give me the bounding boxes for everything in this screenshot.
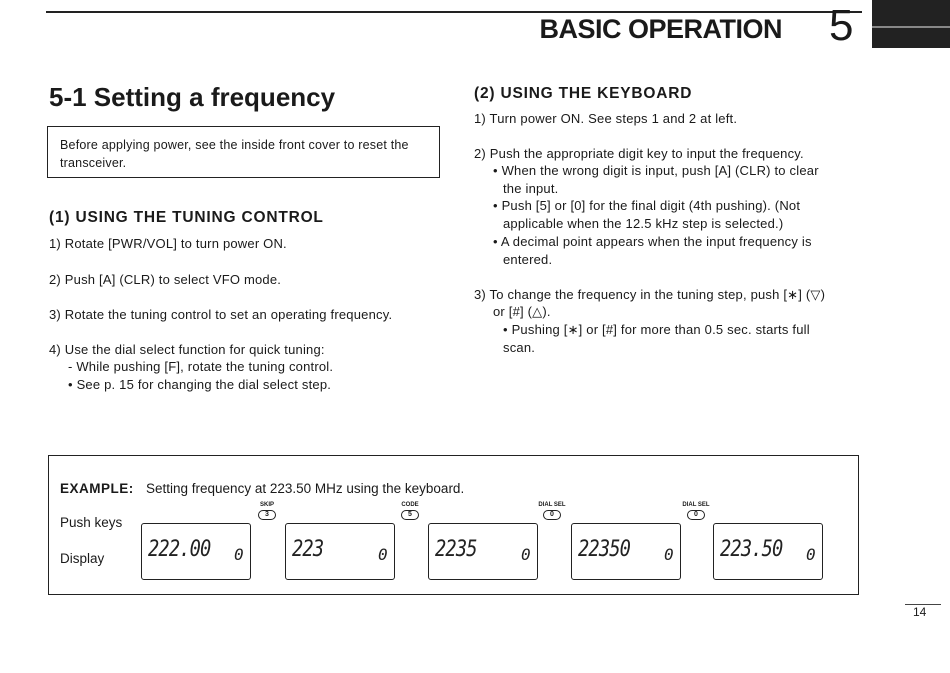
chapter-tab	[872, 0, 950, 48]
lcd-freq-4: 22350	[578, 537, 631, 562]
tuning-step-3: 3) Rotate the tuning control to set an operating frequency.	[49, 307, 393, 322]
key-3-button: 3	[258, 510, 276, 520]
keyboard-step-3-line-3: scan.	[503, 340, 536, 355]
key-0-button-2: 0	[687, 510, 705, 520]
keyboard-step-1: 1) Turn power ON. See steps 1 and 2 at left.	[474, 111, 738, 126]
lcd-freq-2: 223	[292, 537, 324, 562]
key-5-button: 5	[401, 510, 419, 520]
section-title: 5-1 Setting a frequency	[49, 82, 336, 112]
tuning-heading: (1) USING THE TUNING CONTROL	[49, 209, 324, 226]
keyboard-step-2-line-6: entered.	[503, 252, 553, 267]
tuning-step-2: 2) Push [A] (CLR) to select VFO mode.	[49, 272, 282, 287]
tuning-step-4: 4) Use the dial select function for quick tuning:	[49, 342, 325, 357]
lcd-ch-1: 0	[234, 545, 244, 564]
header-title: BASIC OPERATION	[539, 14, 782, 44]
tuning-step-4-line-2: • See p. 15 for changing the dial select step.	[68, 377, 332, 392]
keyboard-step-2-line-1: • When the wrong digit is input, push [A] (CLR) to clear	[493, 163, 819, 178]
display-label: Display	[60, 551, 105, 566]
example-label: EXAMPLE:	[60, 481, 134, 496]
key-caption-dial-sel-2: DIAL SEL	[682, 502, 710, 508]
key-caption-skip: SKIP	[259, 502, 274, 508]
key-0-button-1: 0	[543, 510, 561, 520]
keyboard-step-3-line-2: • Pushing [∗] or [#] for more than 0.5 sec. starts full	[503, 322, 810, 337]
lcd-freq-1: 222.00	[148, 537, 211, 562]
chapter-tab-stripe	[872, 26, 950, 28]
header-rule	[46, 11, 862, 13]
keyboard-step-2-line-4: applicable when the 12.5 kHz step is selected.)	[503, 216, 784, 231]
key-caption-dial-sel-1: DIAL SEL	[538, 502, 566, 508]
keyboard-step-2-line-5: • A decimal point appears when the input frequency is	[493, 234, 812, 249]
keyboard-step-3-line-1: or [#] (△).	[493, 304, 551, 319]
example-text: Setting frequency at 223.50 MHz using the keyboard.	[146, 481, 465, 496]
note-box: Before applying power, see the inside front cover to reset the transceiver.	[47, 126, 440, 178]
keyboard-step-2-line-2: the input.	[503, 181, 559, 196]
page-number: 14	[913, 605, 927, 619]
key-caption-code: CODE	[401, 502, 419, 508]
keyboard-heading: (2) USING THE KEYBOARD	[474, 85, 693, 102]
lcd-ch-2: 0	[378, 545, 388, 564]
lcd-ch-3: 0	[521, 545, 531, 564]
keyboard-step-2: 2) Push the appropriate digit key to input the frequency.	[474, 146, 804, 161]
keyboard-step-2-line-3: • Push [5] or [0] for the final digit (4th pushing). (Not	[493, 198, 801, 213]
lcd-freq-3: 2235	[435, 537, 477, 562]
push-keys-label: Push keys	[60, 515, 123, 530]
lcd-ch-5: 0	[806, 545, 816, 564]
keyboard-step-3: 3) To change the frequency in the tuning step, push [∗] (▽)	[474, 287, 826, 302]
lcd-freq-5: 223.50	[720, 537, 783, 562]
chapter-number: 5	[829, 1, 854, 50]
tuning-step-4-line-1: - While pushing [F], rotate the tuning control.	[68, 359, 334, 374]
tuning-step-1: 1) Rotate [PWR/VOL] to turn power ON.	[49, 236, 287, 251]
lcd-ch-4: 0	[664, 545, 674, 564]
